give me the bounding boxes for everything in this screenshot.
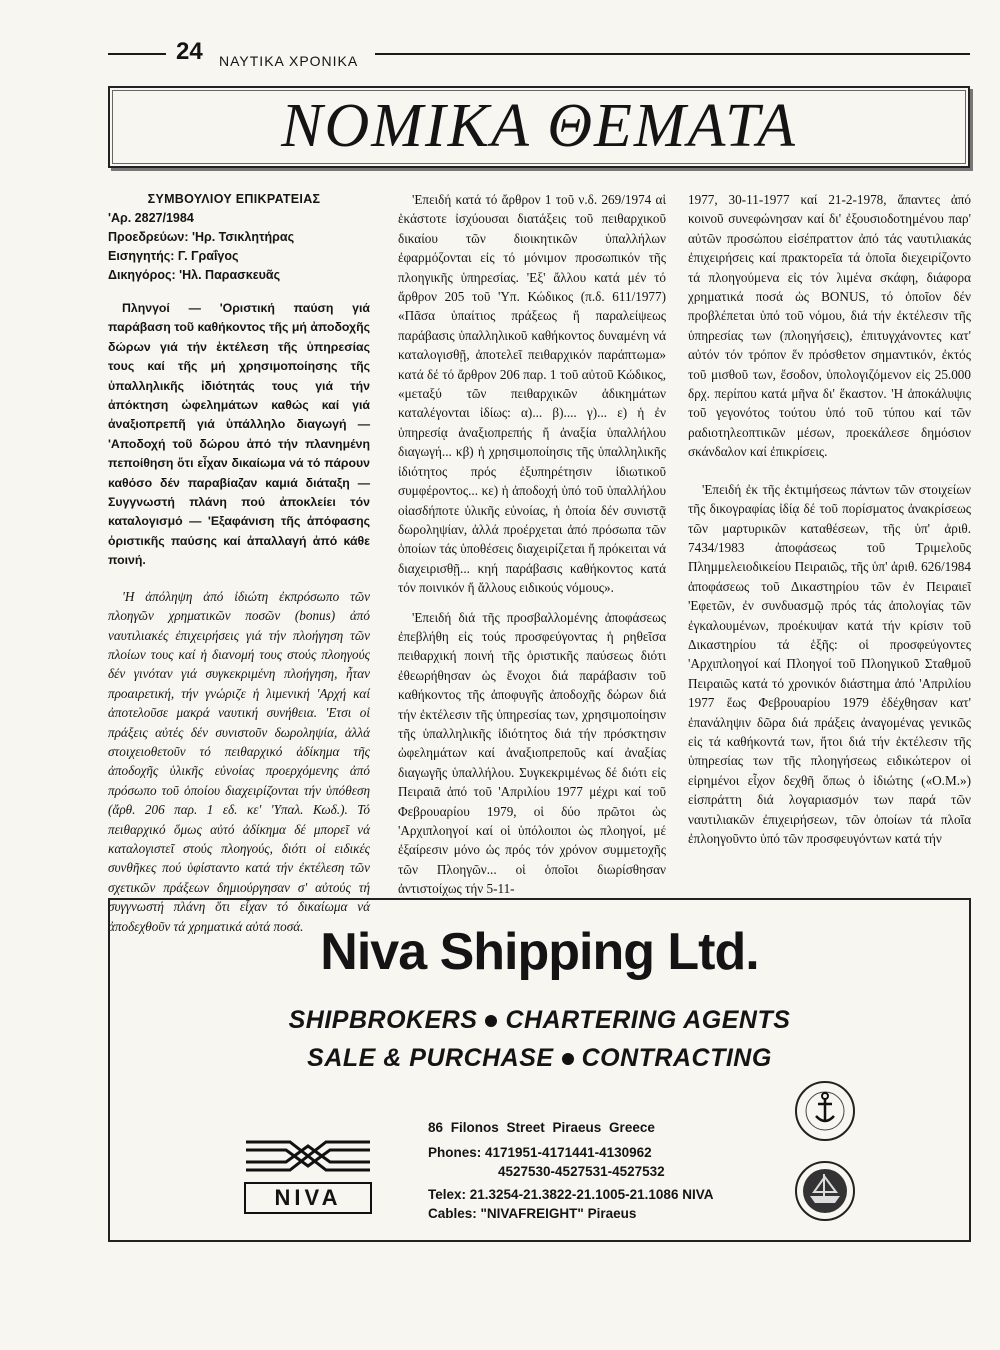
article-paragraph: 1977, 30-11-1977 καί 21-2-1978, ἅπαντες ἀπό κοινοῦ συνεφώνησαν καί δι' ἐξουσιοδοτημένου παρ' αὐτῶν προσώπου εἰσέπραττον ἀπό τάς ναυτιλιακάς ἐπιχειρήσεις καί πρακτορεῖα τά ὁποῖα διεχειρίζοντο τά πλοηγούμενα εἰς τόν λιμένα σκάφη, διάφορα χρηματικά ποσά ὡς BONUS, τό ὁποῖον δέν προβλέπεται ὑπό τοῦ νόμου, διά τήν ἐκτέλεσιν τῆς ὑπηρεσίας των (πλοηγήσεις), ἐπιτυγχάνοντες κατ' αὐτόν τόν τρόπον ἕν πρόσθετον σημαντικόν, ἐκτός τοῦ μισθοῦ των, ἔσοδον, ὑπολογιζόμενον εἰς 25.000 δρχ. περίπου κατά μῆνα δι' ἕκαστον. 'Η ἀποκάλυψις τοῦ γεγονότος τούτου ὑπό τοῦ τύπου καί τῶν ραδιοτηλεοπτικῶν μέσων, προεκάλεσε δημόσιον σκάνδαλον καί ἐπικρίσεις.	[688, 192, 971, 460]
ship-seal-icon	[794, 1160, 856, 1222]
section-title-box	[108, 86, 970, 168]
ad-service: CONTRACTING	[581, 1044, 772, 1072]
bullet-dot-icon	[562, 1053, 574, 1065]
ad-phones-1: Phones: 4171951-4171441-4130962	[428, 1145, 652, 1160]
column-3	[688, 190, 971, 858]
magazine-name: ΝΑΥΤΙΚΑ ΧΡΟΝΙΚΑ	[219, 53, 359, 69]
court-name: ΣΥΜΒΟΥΛΙΟΥ ΕΠΙΚΡΑΤΕΙΑΣ	[147, 192, 321, 206]
header-rule-left	[108, 53, 166, 55]
ad-services-line-2	[110, 1044, 969, 1073]
article-paragraph: 'Επειδή διά τῆς προσβαλλομένης ἀποφάσεως ἐπεβλήθη εἰς τούς προσφεύγοντας ἡ ρηθεῖσα πειθαρχική ποινή τῆς ὁριστικῆς παύσεως διότι ἐθεωρήθησαν ὡς ἔνοχοι διά παράβασιν τοῦ καθήκοντος τῆς ἀποφυγῆς ἀποδοχῆς δώρων διά τήν ἐκτέλεσιν τῆς ὑπηρεσίας των, χρησιμοποίησιν τῆς ὑπαλληλικῆς ἰδιότητος διά τήν πρόσκτησιν ὠφελημάτων καί ἀναξιοπρεποῦς καί ἀναξίας διαγωγῆς ὑπαλλήλου. Συγκεκριμένως δέ διότι εἰς Πειραιᾶ ἀπό τοῦ 'Απριλίου 1977 μέχρι καί τοῦ Φεβρουαρίου 1979, οἱ δύο πρῶτοι ὡς 'Αρχιπλοηγοί καί οἱ ὑπόλοιποι ὡς πλοηγοί, μέ ἐξαίρεσιν μόνο ὡς πρός τόν χρόνον συμμετοχῆς τῶν Πλοηγῶν... οἱ ὁποῖοι διωρίσθησαν ἀντιστοίχως τήν 5-11-	[398, 609, 666, 897]
chevron-logo-icon	[244, 1136, 372, 1176]
ad-cables: Cables: "NIVAFREIGHT" Piraeus	[428, 1206, 637, 1221]
bullet-dot-icon	[485, 1015, 497, 1027]
article-paragraph: 'Επειδή ἐκ τῆς ἐκτιμήσεως πάντων τῶν στοιχείων τῆς δικογραφίας ἰδίᾳ δέ τοῦ πορίσματος ἀνακρίσεως τῶν μαρτυρικῶν καταθέσεων, τῆς ὑπ' ἀριθ. 7434/1983 ἀποφάσεως τοῦ Τριμελοῦς Πλημμελειοδικείου Πειραιῶς, τῆς ὑπ' ἀριθ. 626/1984 ἀποφάσεως τοῦ Δικαστηρίου τῶν ἐν Πειραιεῖ 'Εφετῶν, ἐν συνδυασμῷ πρός τάς ἀπολογίας τῶν ἐγκαλουμένων, προέκυψαν κατά τήν κρίσιν τοῦ Δικαστηρίου τά ἑξῆς: οἱ προσφεύγοντες 'Αρχιπλοηγοί καί Πλοηγοί τοῦ Πλοηγικοῦ Σταθμοῦ Πειραιῶς κατά τό χρονικόν διάστημα ἀπό 'Απριλίου 1977 ἕως Φεβρουαρίου 1979 ἐδέχθησαν κατ' ἐπανάληψιν δῶρα διά πράξεις ἀναγομένας γενικῶς εἰς τά καθήκοντά των, ἤτοι διά τήν ἐκτέλεσιν τῆς ὑπηρεσίας των τῆς πλοηγήσεως ειδικώτερον οἱ εἰρημένοι εἶχον δεχθῆ ὅπως ὁ ἰδιώτης («Ο.Μ.») εἰσπράττη διά λογαριασμόν των παρά τῶν ναυτιλιακῶν ἐπιχειρήσεων, τῶν ὁποίων τά πλοῖα ἐπλοηγοῦντο ὑπό τῶν προσφευγόντων κατά τήν	[688, 481, 971, 846]
case-abstract: 'Η ἀπόληψη ἀπό ἰδιώτη ἐκπρόσωπο τῶν πλοηγῶν χρηματικῶν ποσῶν (bonus) ἀπό ναυτιλιακές ἐπιχειρήσεις γιά τήν πλοήγηση τῶν πλοίων τους καί ἡ διανομή τους στούς πλοηγούς δέν γινόταν γιά συγκεκριμένη πλοήγηση, ἦταν προαιρετική, τήν γνώριζε ἡ λιμενική 'Αρχή καί ἀποτελοῦσε μακρά ναυτική συνήθεια. 'Ετσι οἱ πράξεις αὐτές δέν συνιστοῦν δωροληψία, ἀλλά στοιχειοθετοῦν τό πειθαρχικό ἀδίκημα τῆς ἀποδοχῆς ὑλικῆς εὐνοίας προερχόμενης ἀπό πρόσωπο τοῦ ὁποίου διαχειρίζονται τήν ὑπόθεση (ἄρθ. 206 παρ. 1 εδ. κε' 'Υπαλ. Κωδ.). Τό πειθαρχικό ὅμως αὐτό ἀδίκημα δέ μπορεῖ νά καταλογιστεῖ στούς πλοηγούς, διότι οἱ ειδικές συνθῆκες πού ὑφίσταντο κατά τήν ἐκτέλεση τῶν σχετικῶν πράξεων δημιούργησαν σ' αὐτούς τή συγγνωστή πλάνη ὅτι εἶχαν τό δικαίωμα νά ἀποδεχθοῦν τά χρηματικά αὐτά ποσά.	[108, 588, 370, 934]
ad-company-name: Niva Shipping Ltd.	[320, 923, 759, 981]
ad-telex: Telex: 21.3254-21.3822-21.1005-21.1086 NIVA	[428, 1187, 714, 1202]
decision-number: 'Αρ. 2827/1984	[108, 211, 194, 225]
column-1	[108, 190, 370, 946]
column-2	[398, 190, 666, 909]
header-rule-right	[375, 53, 970, 55]
president: Προεδρεύων: 'Ηρ. Τσικλητήρας	[108, 230, 295, 244]
anchor-seal-icon	[794, 1080, 856, 1142]
rapporteur: Εισηγητής: Γ. Γραΐγος	[108, 249, 239, 263]
lawyer: Δικηγόρος: 'Ηλ. Παρασκευᾶς	[108, 268, 281, 282]
logo-text: NIVA	[274, 1185, 342, 1210]
ad-phones-2: 4527530-4527531-4527532	[498, 1164, 665, 1179]
ad-service: SALE & PURCHASE	[307, 1044, 554, 1072]
case-summary: Πληνγοί — 'Οριστική παύση γιά παράβαση τοῦ καθήκοντος τῆς μή ἀποδοχῆς δώρων γιά τήν ἐκτέλεση τῆς ὑπηρεσίας τους καί τῆς μή χρησιμοποίησης τῆς ὑπαλληλικῆς ἰδιότητάς τους γιά τήν ἀπόκτηση ὠφελημάτων καθώς καί γιά ἀναξιοπρεπῆ γιά ὑπάλληλο διαγωγή — 'Αποδοχή τοῦ δώρου ἀπό τήν πλανημένη πεποίθηση ὅτι εἶχαν δικαίωμα νά τό πάρουν καθόσο δέν παραβίαζαν καμιά διάταξη — Συγγνωστή πλάνη πού ἀποκλείει τόν καταλογισμό — 'Εξαφάνιση τῆς ἀπόφασης ὁριστικῆς παύσης καί ἀπαλλαγή ἀπό κάθε ποινή.	[108, 301, 370, 568]
logo-name-box	[244, 1182, 372, 1214]
ad-service: CHARTERING AGENTS	[505, 1006, 791, 1034]
section-title: ΝΟΜΙΚΑ ΘΕΜΑΤΑ	[281, 92, 797, 160]
page-number: 24	[176, 38, 203, 65]
ad-address: 86 Filonos Street Piraeus Greece	[428, 1120, 655, 1135]
niva-logo	[244, 1136, 372, 1212]
ad-service: SHIPBROKERS	[288, 1006, 478, 1034]
advertisement	[108, 898, 971, 1242]
article-paragraph: 'Επειδή κατά τό ἄρθρον 1 τοῦ ν.δ. 269/1974 αἱ ἑκάστοτε ἰσχύουσαι διατάξεις τοῦ πειθαρχικοῦ δικαίου τῶν διοικητικῶν ὑπαλλήλων ἐφαρμόζονται εἰς τό μόνιμον προσωπικόν τῆς πλοηγικῆς ὑπηρεσίας. 'Εξ' ἄλλου κατά μέν τό ἄρθρον 205 τοῦ 'Υπ. Κώδικος (π.δ. 611/1977) «Πᾶσα ὑπαίτιος πράξεως ἤ παραλείψεως παράβασις ὑπαλληλικοῦ καθήκοντος δυναμένη νά καταλογισθῇ, ἀποτελεῖ πειθαρχικόν παράπτωμα» κατά δέ τό ἄρθρον 206 παρ. 1 τοῦ αὐτοῦ Κώδικος, «μεταξύ τῶν πειθαρχικῶν ἀδικημάτων καταλέγονται ἰδίως: α)... β).... γ)... ε) ἡ ἐν ὑπηρεσίᾳ ἀναξιοπρεπής ἤ ἀναξία ὑπαλλήλου διαγωγή... κβ) ἡ χρησιμοποίησις τῆς ὑπαλληλικῆς ἰδιότητος πρός ἐξυπηρέτησιν ἰδιωτικοῦ συμφέροντος... κε) ἡ ἀποδοχή ὑπό τοῦ ὑπαλλήλου οἱασδήποτε ὑλικῆς εὐνοίας, ἡ ὁποία δέν συνιστᾷ δωροληψίαν, ἀλλά προέρχεται ἀπό πρόσωπα τῶν ὁποίων τάς ὑποθέσεις διαχειρίζεται ἤ πρόκειται νά διαχειρισθῇ... κηή παράβασις καθήκοντος κατά τόν ποινικόν ἤ ἄλλους ειδικούς νόμους».	[398, 192, 666, 596]
ad-services-line-1	[110, 1006, 969, 1035]
